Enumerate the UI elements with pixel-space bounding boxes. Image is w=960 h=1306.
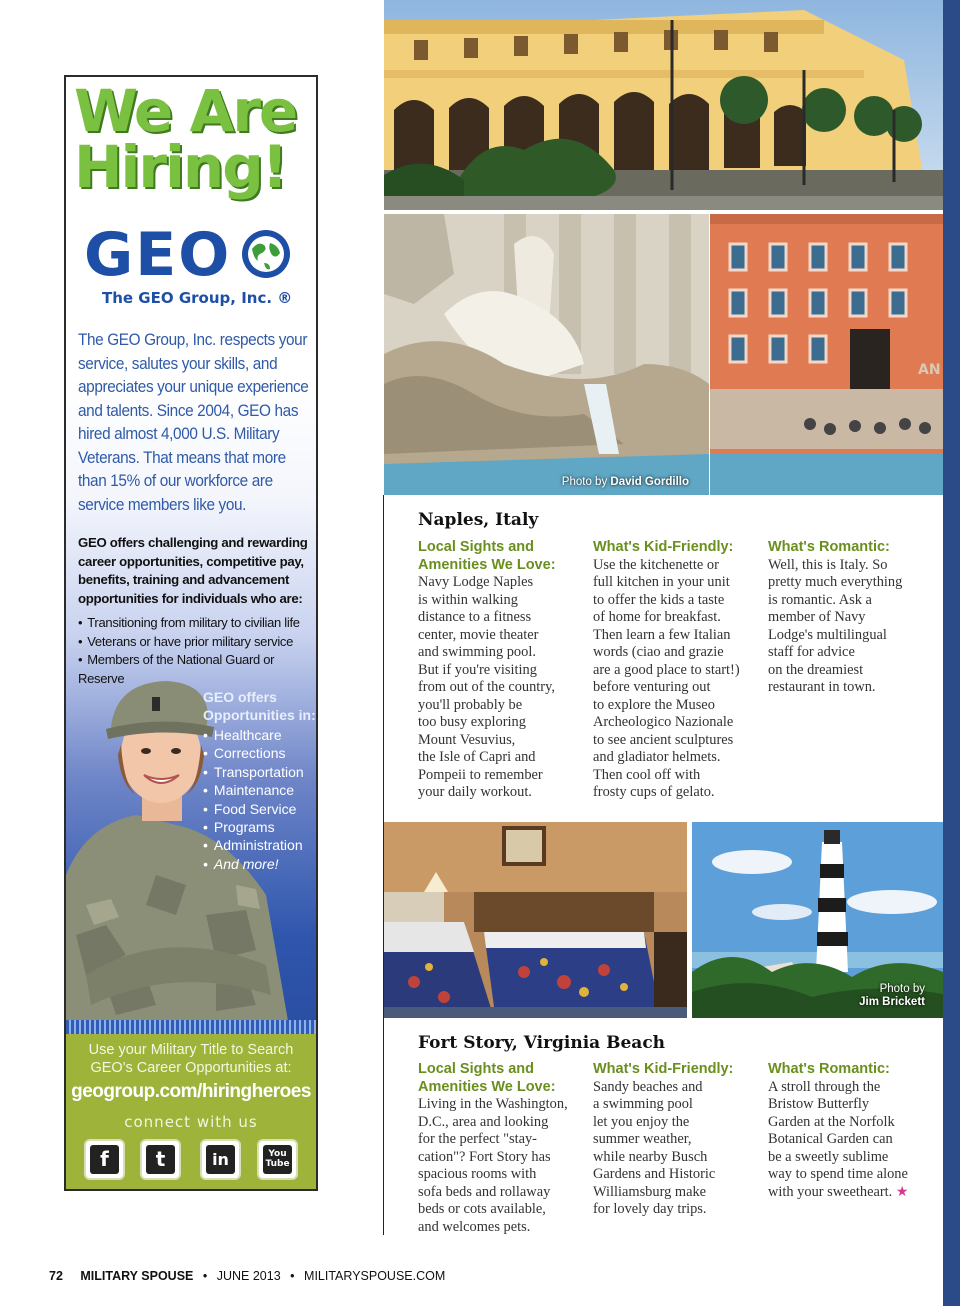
ad-offers-text: GEO offers challenging and rewarding career opportunities, competitive pay, benefits, training and advancement opportunities for individuals who are: [78, 535, 308, 606]
naples-sights-heading: Local Sights and Amenities We Love: [418, 539, 556, 573]
ad-divider-stripe [66, 1020, 318, 1034]
trevi-fountain-photo [384, 214, 709, 495]
naples-kid-column [593, 539, 745, 802]
naples-title: Naples, Italy [418, 510, 539, 530]
ad-intro-text: The GEO Group, Inc. respects your service, salutes your skills, and appreciates your unique experience and talents. Since 2004, GEO has hired almost 4,000 U.S. Military Veterans. That means that more than 15% of our workforce are service members like you. [78, 331, 309, 514]
naples-romantic-body: Well, this is Italy. So pretty much everything is romantic. Ask a member of Navy Lodge's multilingual staff for advice on the dreamiest restaurant in town. [768, 556, 903, 695]
list-item: • Programs [203, 818, 318, 836]
twitter-button[interactable] [140, 1139, 181, 1180]
linkedin-icon: in [206, 1145, 235, 1174]
end-star-icon: ★ [895, 1184, 909, 1200]
fortstory-kid-body: Sandy beaches and a swimming pool let you enjoy the summer weather, while nearby Busch Gardens and Historic Williamsburg make for lovely day trips. [593, 1078, 716, 1217]
list-item: • Transitioning from military to civilian life [78, 614, 318, 633]
fortstory-kid-heading: What's Kid-Friendly: [593, 1061, 734, 1077]
magazine-name: MILITARY SPOUSE [80, 1269, 194, 1283]
ad-connect-text: connect with us [124, 1113, 258, 1131]
lighthouse-photo-credit: Photo by Jim Brickett [859, 983, 925, 1008]
fortstory-title: Fort Story, Virginia Beach [418, 1033, 666, 1053]
list-item: • Maintenance [203, 781, 318, 799]
geo-company-name: The GEO Group, Inc. ® [102, 289, 293, 307]
linkedin-button[interactable] [200, 1139, 241, 1180]
geo-logo [80, 225, 302, 283]
ad-headline: We Are Hiring! [74, 77, 297, 201]
fortstory-sights-column [418, 1061, 570, 1236]
naples-sights-column [418, 539, 570, 802]
column-divider [383, 495, 384, 1235]
facade-sign-text: AN [918, 362, 941, 378]
naples-kid-heading: What's Kid-Friendly: [593, 539, 734, 555]
list-item: • And more! [203, 855, 318, 873]
list-item: • Members of the National Guard or Reserve [78, 651, 318, 688]
fountain-photo-credit: Photo by David Gordillo [561, 476, 689, 488]
naples-romantic-heading: What's Romantic: [768, 539, 890, 555]
fortstory-romantic-heading: What's Romantic: [768, 1061, 890, 1077]
list-item: • Healthcare [203, 726, 318, 744]
fortstory-sights-body: Living in the Washington, D.C., area and looking for the perfect "stay- cation"? Fort Story has spacious rooms with sofa beds and rollaway beds or cots available, and welcomes pets. [418, 1096, 568, 1235]
facebook-icon: f [90, 1145, 119, 1174]
list-item: • Corrections [203, 744, 318, 762]
footer-separator: • [202, 1269, 208, 1283]
naples-facade-photo [710, 214, 943, 495]
facebook-button[interactable] [84, 1139, 125, 1180]
naples-building-photo [384, 0, 943, 210]
twitter-icon: t [146, 1145, 175, 1174]
fortstory-romantic-body: A stroll through the Bristow Butterfly Garden at the Norfolk Botanical Garden can be a sweetly sublime way to spend time alone with your sweetheart. ★ [768, 1078, 909, 1200]
list-item: • Food Service [203, 800, 318, 818]
hotel-room-photo [384, 822, 687, 1018]
page-number: 72 [49, 1269, 63, 1283]
naples-romantic-column [768, 539, 920, 697]
lighthouse-photo [692, 822, 943, 1018]
naples-sights-body: Navy Lodge Naples is within walking distance to a fitness center, movie theater and swimming pool. But if you're visiting from out of the country, you'll probably be too busy exploring Mount Vesuvius, the Isle of Capri and Pompeii to remember your daily workout. [418, 574, 555, 800]
list-item: • Veterans or have prior military service [78, 633, 318, 652]
fortstory-romantic-column [768, 1061, 920, 1201]
fortstory-kid-column [593, 1061, 745, 1219]
geo-logo-text: GEO [84, 225, 232, 283]
page-edge-strip [943, 0, 960, 1306]
issue-date: JUNE 2013 [216, 1269, 281, 1283]
opportunities-heading: GEO offers Opportunities in: [203, 689, 316, 723]
naples-kid-body: Use the kitchenette or full kitchen in your unit to offer the kids a taste of home for breakfast. Then learn a few Italian words (ciao and grazie are a good place to start!) before venturing out to explore the Museo Archeologico Nazionale to see ancient sculptures and gladiator helmets. Then cool off with frosty cups of gelato. [593, 556, 740, 800]
fortstory-sights-heading: Local Sights and Amenities We Love: [418, 1061, 556, 1095]
youtube-button[interactable] [257, 1139, 298, 1180]
list-item: • Administration [203, 836, 318, 854]
footer-separator: • [290, 1269, 295, 1283]
geo-advertisement [64, 75, 318, 1191]
website-link[interactable]: MILITARYSPOUSE.COM [304, 1269, 446, 1283]
ad-search-text: Use your Military Title to Search GEO's Career Opportunities at: [88, 1042, 294, 1076]
list-item: • Transportation [203, 763, 318, 781]
ad-url-link[interactable]: geogroup.com/hiringheroes [71, 1081, 311, 1102]
page-footer [49, 1269, 445, 1283]
youtube-icon: You Tube [263, 1145, 292, 1174]
opportunities-list [203, 726, 318, 873]
